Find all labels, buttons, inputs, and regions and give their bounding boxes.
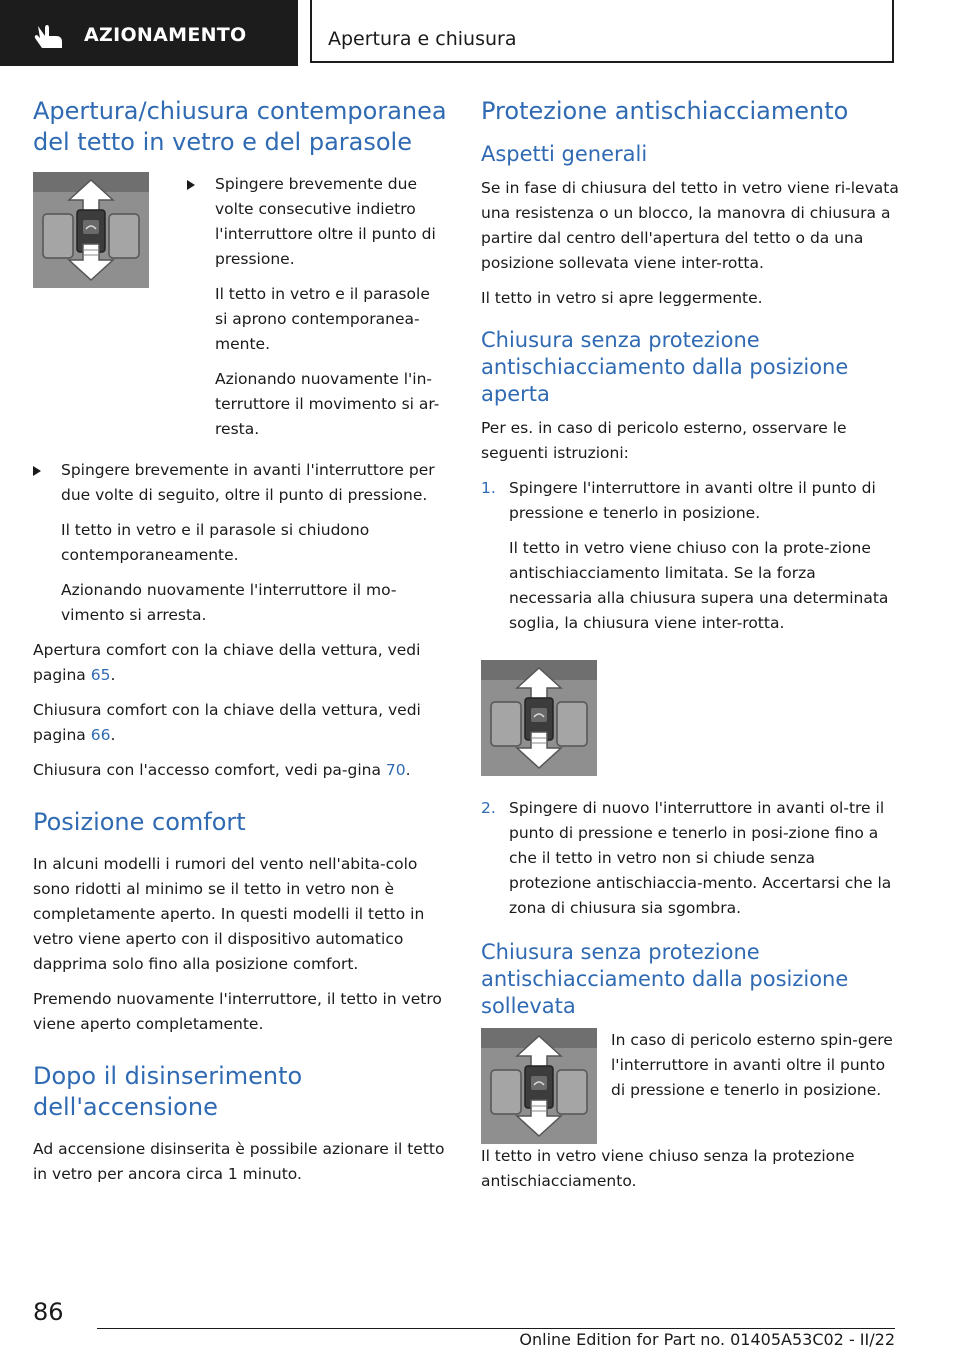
bullet-item (33, 458, 447, 638)
bullet-text: Azionando nuovamente l'interruttore il mo-vimento si arresta. (61, 581, 397, 624)
heading-simultaneous-open: Apertura/chiusura contemporanea del tetto in vetro e del parasole (33, 97, 447, 156)
hand-icon (32, 22, 66, 50)
step-number: 2. (481, 799, 496, 817)
page-footer (0, 1290, 960, 1362)
paragraph: Se in fase di chiusura del tetto in vetro viene ri-levata una resistenza o un blocco, la manovra di chiusura a partire dal centro dell'apertura del tetto o da una posizione sollevata viene inter-rotta. (481, 179, 899, 272)
heading-after-ignition-off: Dopo il disinserimento dell'accensione (33, 1062, 303, 1121)
step-extra: Il tetto in vetro viene chiuso con la prote-zione antischiacciamento limitata. Se la forza necessaria alla chiusura supera una determinata soglia, la chiusura viene inter-rotta. (509, 539, 889, 632)
subheading-close-raised-position: Chiusura senza protezione antischiacciamento dalla posizione sollevata (481, 940, 849, 1018)
paragraph: In caso di pericolo esterno spin-gere l'interruttore in avanti oltre il punto di pressione e tenerlo in posizione. (611, 1031, 893, 1099)
bullet-marker-icon (187, 172, 215, 452)
page-header (0, 0, 960, 66)
section-title: AZIONAMENTO (84, 24, 247, 46)
heading-comfort-position: Posizione comfort (33, 808, 246, 836)
step-text: Spingere l'interruttore in avanti oltre il punto di pressione e tenerlo in posizione. (509, 479, 876, 522)
page-link[interactable]: 65 (90, 666, 111, 684)
paragraph: Per es. in caso di pericolo esterno, osservare le seguenti istruzioni: (481, 419, 847, 462)
step-number: 1. (481, 479, 496, 497)
page-number: 86 (33, 1298, 64, 1326)
roof-switch-figure (481, 1028, 597, 1144)
bullet-item (187, 172, 447, 452)
subheading-close-open-position: Chiusura senza protezione antischiacciamento dalla posizione aperta (481, 328, 849, 406)
paragraph: Premendo nuovamente l'interruttore, il tetto in vetro viene aperto completamente. (33, 990, 442, 1033)
figure-row-1 (33, 172, 447, 452)
left-column (33, 96, 447, 1197)
bullet-text: Spingere brevemente due volte consecutive indietro l'interruttore oltre il punto di pressione. (215, 175, 436, 268)
page-link[interactable]: 66 (90, 726, 111, 744)
step-item (481, 796, 899, 931)
paragraph: Il tetto in vetro si apre leggermente. (481, 289, 763, 307)
step-item (481, 476, 899, 646)
bullet-text: Azionando nuovamente l'in-terruttore il movimento si ar-resta. (215, 370, 440, 438)
roof-switch-figure (481, 660, 597, 776)
figure-row-2 (481, 1028, 899, 1144)
subheading-general: Aspetti generali (481, 142, 648, 166)
figure-bullet (187, 172, 447, 452)
reference-open-comfort: Apertura comfort con la chiave della vettura, vedi pagina 65. (33, 641, 421, 684)
paragraph: In alcuni modelli i rumori del vento nell'abita-colo sono ridotti al minimo se il tetto in vetro non è completamente aperto. In questi modelli il tetto in vetro viene aperto con il dispositivo automatico dapprima solo fino alla posizione comfort. (33, 855, 425, 973)
paragraph: Il tetto in vetro viene chiuso senza la protezione antischiacciamento. (481, 1147, 855, 1190)
edition-text: Online Edition for Part no. 01405A53C02 - II/22 (519, 1330, 895, 1349)
chapter-box (310, 0, 894, 63)
bullet-text: Spingere brevemente in avanti l'interruttore per due volte di seguito, oltre il punto di pressione. (61, 461, 435, 504)
reference-close-comfort: Chiusura comfort con la chiave della vettura, vedi pagina 66. (33, 701, 421, 744)
reference-comfort-access: Chiusura con l'accesso comfort, vedi pa-gina 70. (33, 761, 411, 779)
section-tab (0, 0, 298, 66)
heading-pinch-protection: Protezione antischiacciamento (481, 97, 849, 125)
chapter-title: Apertura e chiusura (328, 28, 517, 50)
paragraph: Ad accensione disinserita è possibile azionare il tetto in vetro per ancora circa 1 minuto. (33, 1140, 445, 1183)
right-column (481, 96, 899, 1204)
page-link[interactable]: 70 (385, 761, 406, 779)
footer-divider (97, 1328, 895, 1329)
roof-switch-figure (33, 172, 149, 288)
bullet-text: Il tetto in vetro e il parasole si aprono contemporanea-mente. (215, 285, 430, 353)
bullet-text: Il tetto in vetro e il parasole si chiudono contemporaneamente. (61, 521, 370, 564)
step-text: Spingere di nuovo l'interruttore in avanti ol-tre il punto di pressione e tenerlo in posi-zione fino a che il tetto in vetro non si chiude senza protezione antischiaccia-mento. Accertarsi che la zona di chiusura sia sgombra. (509, 799, 892, 917)
bullet-marker-icon (33, 458, 61, 638)
